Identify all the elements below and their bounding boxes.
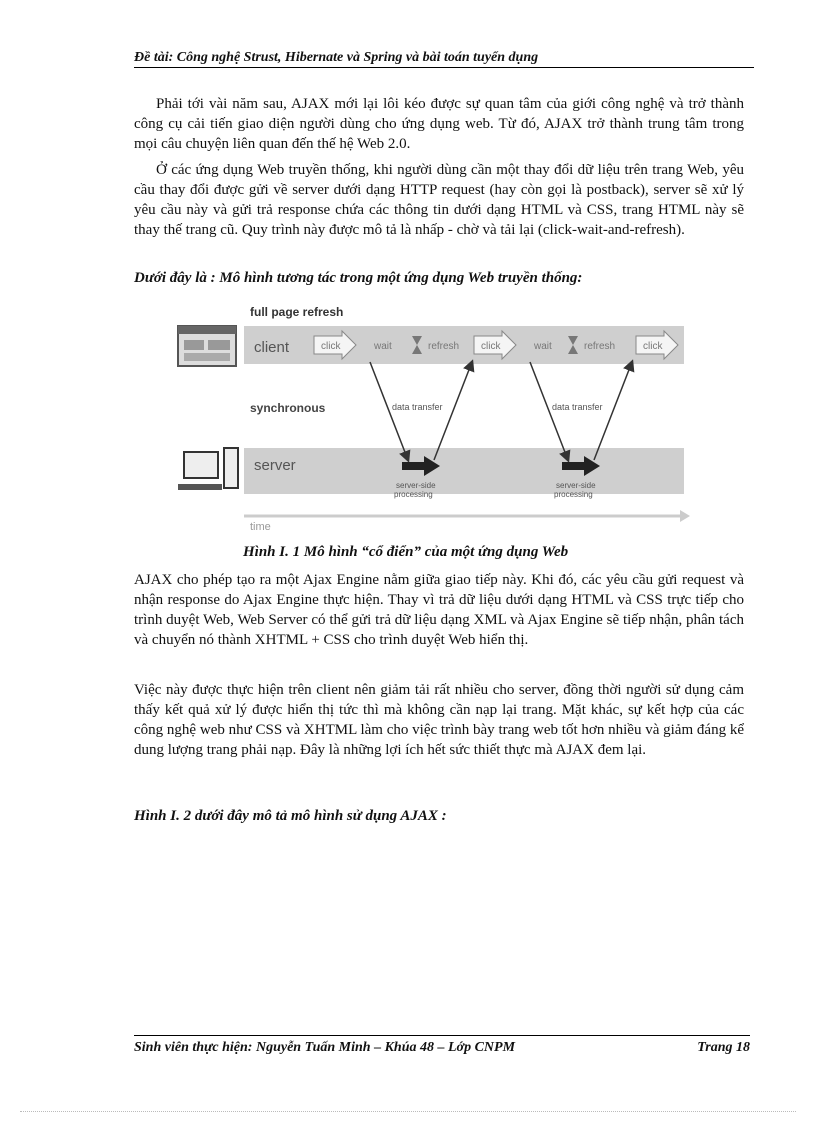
server-label: server [254,457,296,474]
paragraph-ajax-history: Phải tới vài năm sau, AJAX mới lại lôi kéo được sự quan tâm của giới công nghệ và trở thành công cụ cải tiến giao diện người dùng cho ứng dụng web. Từ đó, AJAX trở thành trung tâm trong mọi câu chuyện liên quan đến thế hệ Web 2.0. [134,96,744,152]
client-band [244,326,684,364]
page-number: Trang 18 [697,1040,750,1055]
click-label-3: click [643,341,663,352]
sync-label: synchronous [250,401,326,415]
intro-ajax-model: Hình I. 2 dưới đây mô tả mô hình sử dụng AJAX : [134,808,447,824]
page-footer [134,1035,750,1056]
server-side-label-1a: server-side [396,481,436,490]
server-band [244,448,684,494]
page-bottom-rule [20,1111,796,1112]
paragraph-ajax-benefits: Việc này được thực hiện trên client nên giảm tải rất nhiều cho server, đồng thời người sử dụng cảm thấy kết quả xử lý được hiển thị tức thì mà không cần nạp lại trang. Mặt khác, sự kết hợp của các công nghệ web như CSS và XHTML làm cho việc trình bày trang web tốt hơn nhiều và giảm đáng kể dung lượng trang phải nạp. Đây là những lợi ích hết sức thiết thực mà AJAX đem lại. [134,682,744,758]
footer-author: Sinh viên thực hiện: Nguyễn Tuấn Minh – Khúa 48 – Lớp CNPM [134,1040,516,1055]
click-label-1: click [321,341,341,352]
wait-label-1: wait [374,341,392,352]
paragraph-traditional-web: Ở các ứng dụng Web truyền thống, khi người dùng cần một thay đổi dữ liệu trên trang Web, yêu cầu thay đổi được gửi về server dưới dạng HTTP request (hay còn gọi là postback), server sẽ xử lý yêu cầu này và gửi trả response chứa các thông tin dưới dạng HTML và CSS, trang HTML này sẽ thay thế trang cũ. Quy trình này được mô tả là nhấp - chờ và tải lại (click-wait-and-refresh). [134,162,744,238]
browser-icon [178,326,236,366]
server-computer-icon [178,448,238,490]
time-label: time [250,521,271,533]
refresh-label-2: refresh [584,341,616,352]
page-header: Đề tài: Công nghệ Strust, Hibernate và Spring và bài toán tuyển dụng [134,50,754,68]
figure-caption: Hình I. 1 Mô hình “cổ điển” của một ứng dụng Web [243,544,569,560]
data-transfer-label-1: data transfer [392,402,443,412]
diagram-title: full page refresh [250,305,344,319]
paragraph-ajax-engine: AJAX cho phép tạo ra một Ajax Engine nằm giữa giao tiếp này. Khi đó, các yêu cầu gửi request và nhận response do Ajax Engine thực hiện. Thay vì trả dữ liệu dưới dạng HTML và CSS trực tiếp cho trình duyệt Web, Web Server có thể gửi trả dữ liệu dạng XML và Ajax Engine sẽ tiếp nhận, phân tách và chuyển nó thành XHTML + CSS cho trình duyệt Web hiển thị. [134,572,744,648]
refresh-label-1: refresh [428,341,460,352]
client-label: client [254,339,290,356]
server-side-label-2a: server-side [556,481,596,490]
click-label-2: click [481,341,501,352]
server-side-label-1b: processing [394,490,433,499]
wait-label-2: wait [534,341,552,352]
classic-web-model-diagram [174,298,694,538]
intro-traditional-model: Dưới đây là : Mô hình tương tác trong một ứng dụng Web truyền thống: [134,270,583,286]
server-side-label-2b: processing [554,490,593,499]
data-transfer-label-2: data transfer [552,402,603,412]
